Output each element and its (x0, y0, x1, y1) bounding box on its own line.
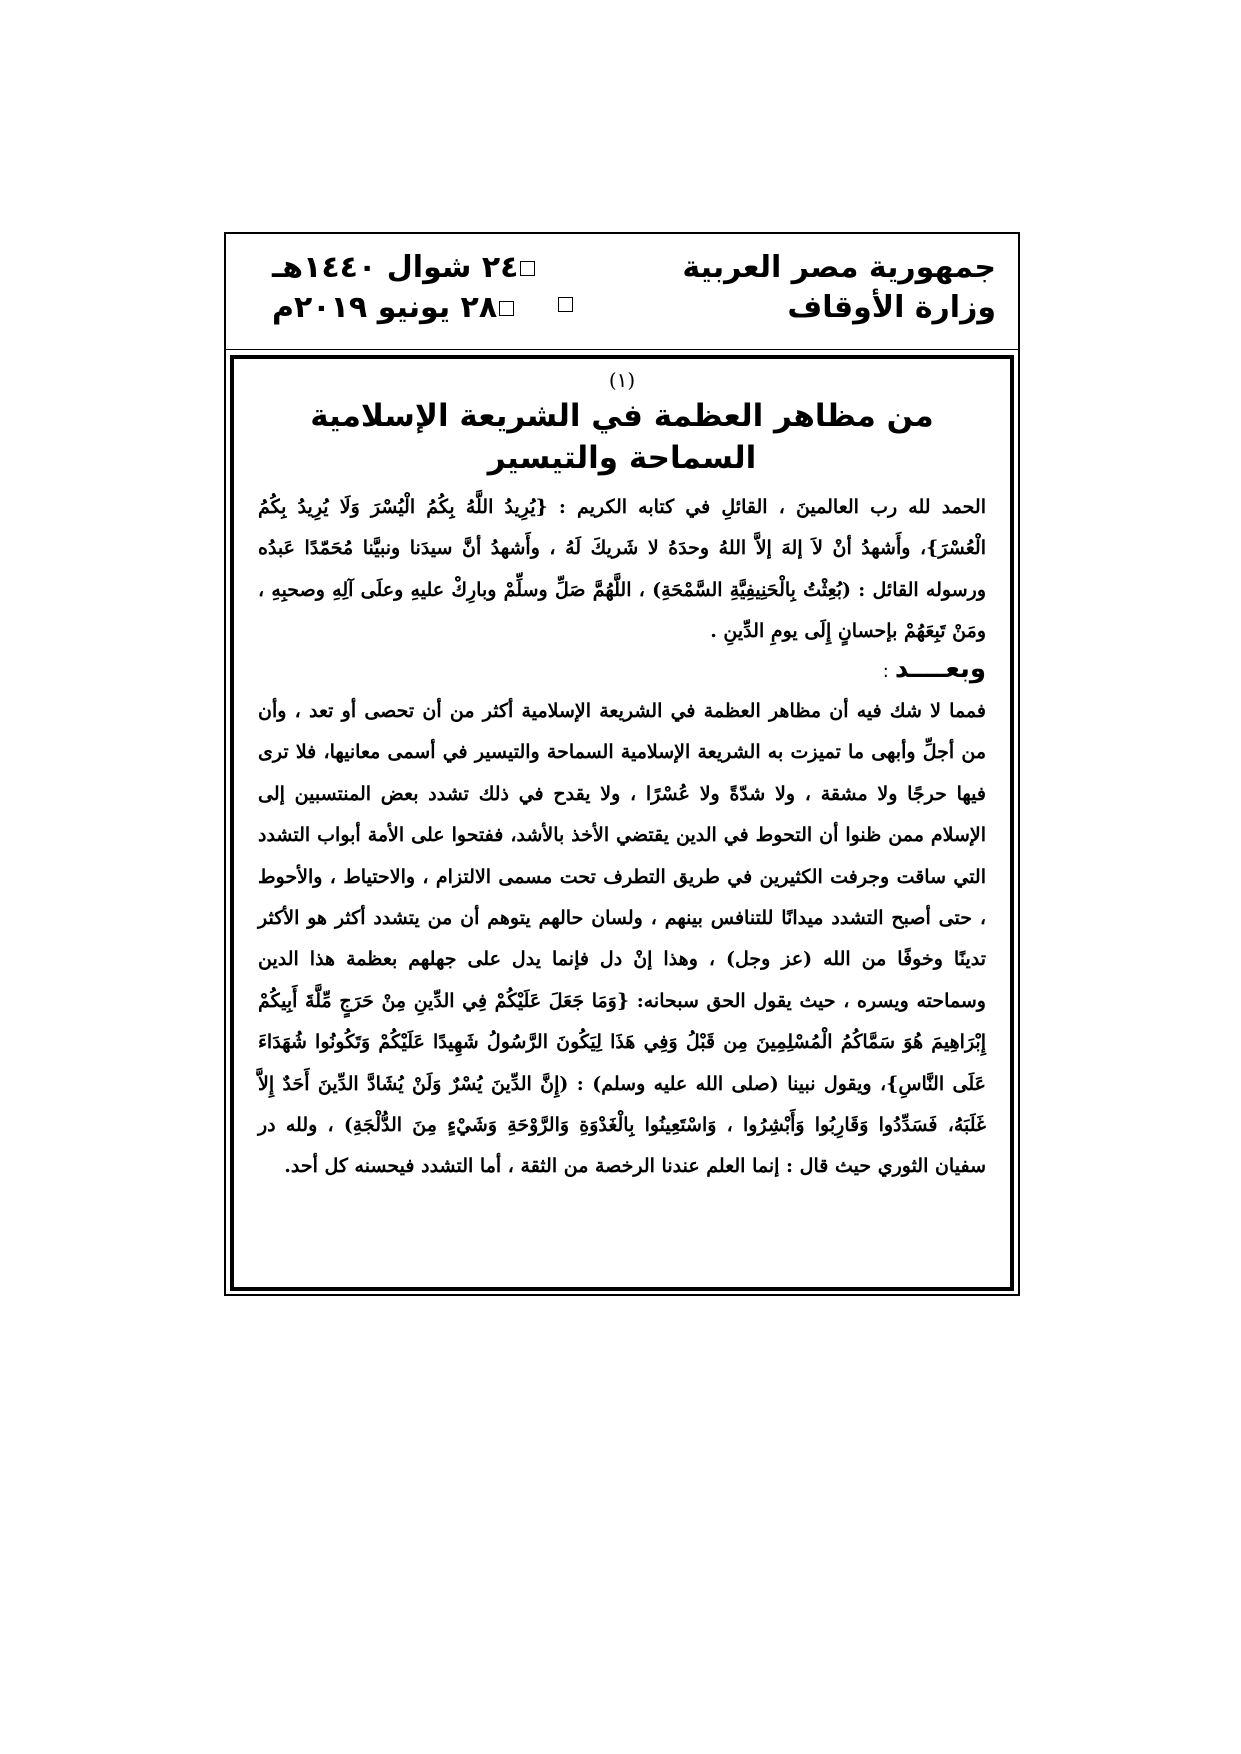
sermon-subtitle: السماحة والتيسير (487, 440, 757, 476)
sermon-box (230, 355, 1014, 1291)
gregorian-date: ٢٨ يونيو ٢٠١٩م (272, 290, 498, 325)
sermon-title: من مظاهر العظمة في الشريعة الإسلامية (310, 398, 934, 434)
country-name: جمهورية مصر العربية (682, 250, 996, 285)
sermon-number: (١) (608, 368, 636, 392)
body-paragraph: فمما لا شك فيه أن مظاهر العظمة في الشريعة الإسلامية أكثر من أن تحصى أو تعد ، وأن من أجلِّ وأبهى ما تميزت به الشريعة الإسلامية السماحة والتيسير في أسمى معانيها، فلا ترى فيها حرجًا ولا مشقة ، ولا شدّةً ولا عُسْرًا ، ولا يقدح في ذلك تشدد بعض المنتسبين إلى الإسلام ممن ظنوا أن التحوط في الدين يقتضي الأخذ بالأشد، ففتحوا على الأمة أبواب التشدد التي ساقت وجرفت الكثيرين في طريق التطرف تحت مسمى الالتزام ، والاحتياط ، والأحوط ، حتى أصبح التشدد ميدانًا للتنافس بينهم ، ولسان حالهم يتوهم أن من يتشدد أكثر هو الأكثر تدينًا وخوفًا من الله (عز وجل) ، وهذا إنْ دل فإنما يدل على جهلهم بعظمة هذا الدين وسماحته ويسره ، حيث يقول الحق سبحانه: {وَمَا جَعَلَ عَلَيْكُمْ فِي الدِّينِ مِنْ حَرَجٍ مِّلَّةَ أَبِيكُمْ إِبْرَاهِيمَ هُوَ سَمَّاكُمُ الْمُسْلِمِينَ مِن قَبْلُ وَفِي هَذَا لِيَكُونَ الرَّسُولُ شَهِيدًا عَلَيْكُمْ وَتَكُونُوا شُهَدَاءَ عَلَى النَّاسِ}، ويقول نبينا (صلى الله عليه وسلم) : (إِنَّ الدِّينَ يُسْرٌ وَلَنْ يُشَادَّ الدِّينَ أَحَدٌ إِلاَّ غَلَبَهُ، فَسَدِّدُوا وَقَارِبُوا وَأَبْشِرُوا ، وَاسْتَعِينُوا بِالْغَدْوَةِ وَالرَّوْحَةِ وَشَيْءٍ مِنَ الدُّلْجَةِ) ، ولله در سفيان الثوري حيث قال : إنما العلم عندنا الرخصة من الثقة ، أما التشدد فيحسنه كل أحد. (258, 700, 986, 1178)
empty-box-icon (520, 261, 535, 276)
empty-box-icon (558, 297, 573, 312)
hijri-date-line (272, 248, 537, 288)
intro-paragraph: الحمد لله رب العالمينَ ، القائلِ في كتابه الكريم : {يُرِيدُ اللَّهُ بِكُمُ الْيُسْرَ وَلَا يُرِيدُ بِكُمُ الْعُسْرَ}، وأَشهدُ أنْ لاَ إلهَ إلاَّ اللهُ وحدَهُ لا شَريكَ لَهُ ، وأَشهدُ أنَّ سيدَنا ونبيَّنا مُحَمّدًا عَبدُه ورسوله القائل : (بُعِثْتُ بِالْحَنِيفِيَّةِ السَّمْحَةِ) ، اللَّهُمَّ صَلِّ وسلِّمْ وبارِكْ عليهِ وعلَى آلِهِ وصحبِهِ ، ومَنْ تَبِعَهُمْ بإحسانٍ إِلَى يومِ الدِّينِ . (258, 496, 986, 643)
page-frame (224, 232, 1020, 1296)
ministry-name: وزارة الأوقاف (787, 290, 996, 325)
gregorian-date-line (272, 288, 516, 328)
wabad-heading (883, 649, 986, 692)
header-box (226, 234, 1018, 350)
wabad-colon: : (882, 661, 889, 682)
wabad-label: وبعــــد (894, 654, 986, 684)
empty-box-icon (499, 301, 514, 316)
hijri-date: ٢٤ شوال ١٤٤٠هـ (272, 250, 519, 285)
